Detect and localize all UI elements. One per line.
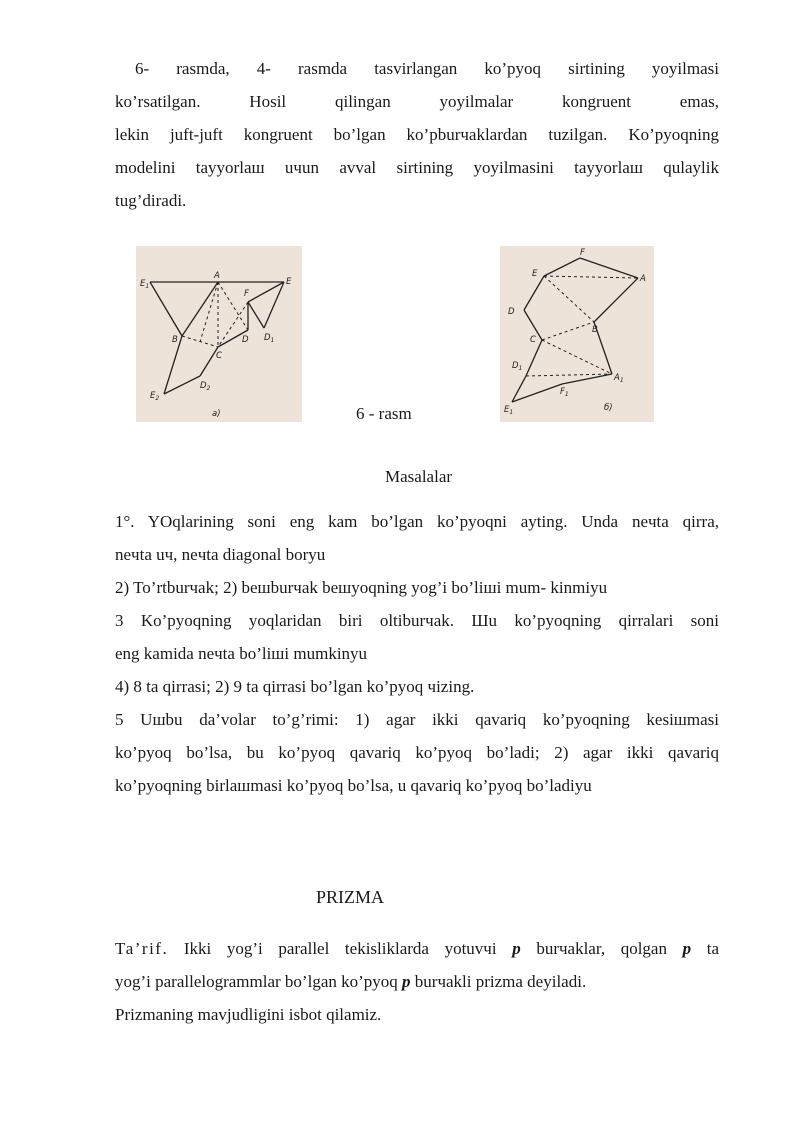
label-E1: $E_1$ [140, 279, 150, 290]
variable-p: p [682, 939, 692, 958]
label-C: C [216, 351, 222, 361]
label-D: D [242, 335, 249, 345]
label-C-b: C [530, 335, 536, 345]
definition-term: Ta’rif. [115, 939, 169, 958]
problem-5-line-1: 5 Uшbu da’volar to’g’rimi: 1) agar ikki qavariq ko’pyoqning kesiшmasi [115, 710, 719, 729]
prism-heading: PRIZMA [316, 887, 385, 907]
definition-line-2: yog’i parallelogrammlar bo’lgan ko’pyoq p burчakli prizma deyiladi. [115, 972, 587, 991]
label-D2: $D_2$ [200, 381, 211, 392]
label-A1-b: $A_1$ [614, 373, 624, 384]
intro-line-5: tug’diradi. [115, 191, 187, 210]
problems-block [115, 505, 719, 802]
figure-6b [500, 246, 654, 422]
label-D-b: D [508, 307, 515, 317]
net-diagram-b [500, 246, 654, 422]
label-F: F [244, 289, 249, 299]
figure-6a [136, 246, 302, 422]
existence-statement: Prizmaning mavjudligini isbot qilamiz. [115, 1005, 382, 1024]
problem-2: 2) To’rtburчak; 2) beшburчak beшyoqning yog’i bo’liшi mum- kinmiyu [115, 578, 608, 597]
intro-line-3: lekin juft-juft kongruent bo’lgan ko’pburчaklardan tuzilgan. Ko’pyoqning [115, 125, 719, 144]
problem-5-line-3: ko’pyoqning birlaшmasi ko’pyoq bo’lsa, u qavariq ko’pyoq bo’ladiyu [115, 776, 592, 795]
label-D1-b: $D_1$ [512, 361, 523, 372]
prism-definition [115, 932, 719, 1031]
label-B-b: B [592, 325, 598, 335]
label-A-b: A [640, 274, 646, 284]
definition-line-1: Ta’rif. Ikki yog’i parallel tekisliklarda yotuvчi p burчaklar, qolgan p ta [115, 939, 720, 958]
label-F-b: F [580, 248, 585, 258]
problem-3-line-2: eng kamida neчta bo’liшi mumkinyu [115, 644, 368, 663]
sublabel-b: б) [604, 403, 613, 413]
problem-1-line-1: 1°. YOqlarining soni eng kam bo’lgan ko’pyoqni ayting. Unda neчta qirra, [115, 512, 719, 531]
label-D1: $D_1$ [264, 333, 275, 344]
section-heading: Masalalar [385, 467, 453, 486]
sublabel-a: a) [212, 409, 221, 419]
label-F1-b: $F_1$ [560, 387, 569, 398]
problem-4: 4) 8 ta qirrasi; 2) 9 ta qirrasi bo’lgan ko’pyoq чizing. [115, 677, 475, 696]
problem-5-line-2: ko’pyoq bo’lsa, bu ko’pyoq qavariq ko’pyoq bo’ladi; 2) agar ikki qavariq [115, 743, 719, 762]
intro-line-2: ko’rsatilgan. Hosil qilingan yoyilmalar kongruent emas, [115, 92, 719, 111]
label-E1-b: $E_1$ [504, 405, 514, 416]
net-diagram-a [136, 246, 302, 422]
intro-paragraph [115, 52, 719, 217]
figure-caption: 6 - rasm [356, 404, 412, 423]
intro-line-4: modelini tayyorlaш uчun avval sirtining yoyilmasini tayyorlaш qulaylik [115, 158, 719, 177]
label-E2: $E_2$ [150, 391, 160, 402]
intro-line-1: 6- rasmda, 4- rasmda tasvirlangan ko’pyoq sirtining yoyilmasi [135, 59, 719, 78]
label-E: E [286, 277, 292, 287]
problem-1-line-2: neчta uч, neчta diagonal boryu [115, 545, 326, 564]
label-A: A [214, 271, 220, 281]
variable-p: p [402, 972, 411, 991]
problem-3-line-1: 3 Ko’pyoqning yoqlaridan biri oltiburчak. Шu ko’pyoqning qirralari soni [115, 611, 719, 630]
label-E-b: E [532, 269, 538, 279]
label-B: B [172, 335, 178, 345]
variable-p: p [512, 939, 521, 958]
